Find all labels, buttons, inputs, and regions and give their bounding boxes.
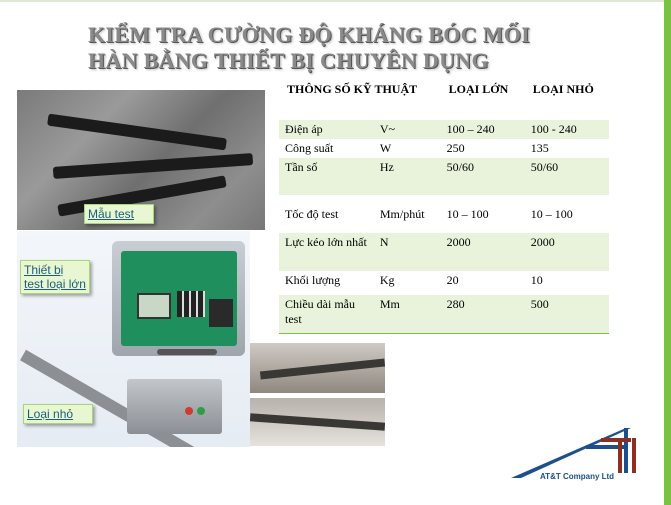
table-row xyxy=(279,158,609,195)
header-small: LOẠI NHỎ xyxy=(532,81,594,96)
small-value-cell: 50/60 xyxy=(525,158,609,195)
company-name: AT&T Company Ltd xyxy=(540,472,615,481)
param-cell: Tần số xyxy=(279,158,374,195)
device-handle xyxy=(157,349,217,355)
small-value-cell: 500 xyxy=(525,295,609,334)
table-row xyxy=(279,139,609,158)
table-row xyxy=(279,295,609,334)
large-value-cell: 50/60 xyxy=(441,158,525,195)
rail-bar xyxy=(250,413,385,430)
large-value-cell: 10 – 100 xyxy=(441,195,525,233)
table-row xyxy=(279,233,609,271)
param-cell: Khối lượng xyxy=(279,271,374,295)
unit-cell: Hz xyxy=(374,158,441,195)
unit-cell: W xyxy=(374,139,441,158)
large-value-cell: 250 xyxy=(441,139,525,158)
logo-red-stem xyxy=(618,438,622,473)
title-line-1: KIỂM TRA CƯỜNG ĐỘ KHÁNG BÓC MỐI xyxy=(88,22,530,47)
unit-cell: Mm xyxy=(374,295,441,334)
rail-closeup-photo-1 xyxy=(250,343,385,393)
slide-title xyxy=(88,22,558,74)
large-value-cell: 100 – 240 xyxy=(441,120,525,139)
caption-sample-test[interactable]: Mẫu test xyxy=(84,204,154,224)
param-cell: Tốc độ test xyxy=(279,195,374,233)
rail-closeup-photo-2 xyxy=(250,398,385,446)
param-cell: Công suất xyxy=(279,139,374,158)
unit-cell: V~ xyxy=(374,120,441,139)
small-value-cell: 2000 xyxy=(525,233,609,271)
large-value-cell: 2000 xyxy=(441,233,525,271)
sample-strip xyxy=(47,114,227,151)
spec-table-header xyxy=(279,76,609,102)
header-large: LOẠI LỚN xyxy=(448,81,509,96)
large-value-cell: 20 xyxy=(441,271,525,295)
table-row xyxy=(279,271,609,295)
logo-red-stem-2 xyxy=(632,438,636,473)
header-spec: THÔNG SỐ KỸ THUẬT xyxy=(287,81,418,96)
logo-blue-slash xyxy=(511,428,631,478)
param-cell: Điện áp xyxy=(279,120,374,139)
green-button-icon xyxy=(197,407,205,415)
table-row xyxy=(279,120,609,139)
unit-cell: N xyxy=(374,233,441,271)
small-value-cell: 10 xyxy=(525,271,609,295)
unit-cell: Mm/phút xyxy=(374,195,441,233)
param-cell: Chiều dài mẫu test xyxy=(279,295,374,334)
spec-table xyxy=(279,76,609,334)
large-value-cell: 280 xyxy=(441,295,525,334)
slide-accent-bar xyxy=(664,0,671,505)
device-keypad xyxy=(177,291,205,317)
red-button-icon xyxy=(185,407,193,415)
small-device-body xyxy=(127,379,222,434)
rail-bar xyxy=(260,358,385,379)
device-printer xyxy=(209,299,233,327)
title-line-2: HÀN BẰNG THIẾT BỊ CHUYÊN DỤNG xyxy=(88,48,489,73)
caption-large-device[interactable]: Thiết bị test loại lớn xyxy=(20,260,90,294)
param-cell: Lực kéo lớn nhất xyxy=(279,233,374,271)
small-value-cell: 135 xyxy=(525,139,609,158)
top-border xyxy=(0,0,671,2)
logo-red-bar xyxy=(601,438,631,442)
table-row xyxy=(279,195,609,233)
unit-cell: Kg xyxy=(374,271,441,295)
logo-blue-stem xyxy=(624,428,628,473)
small-value-cell: 100 - 240 xyxy=(525,120,609,139)
device-screen xyxy=(137,293,171,319)
caption-small-device[interactable]: Loại nhỏ xyxy=(23,404,93,424)
spacer-row xyxy=(279,102,609,120)
small-value-cell: 10 – 100 xyxy=(525,195,609,233)
